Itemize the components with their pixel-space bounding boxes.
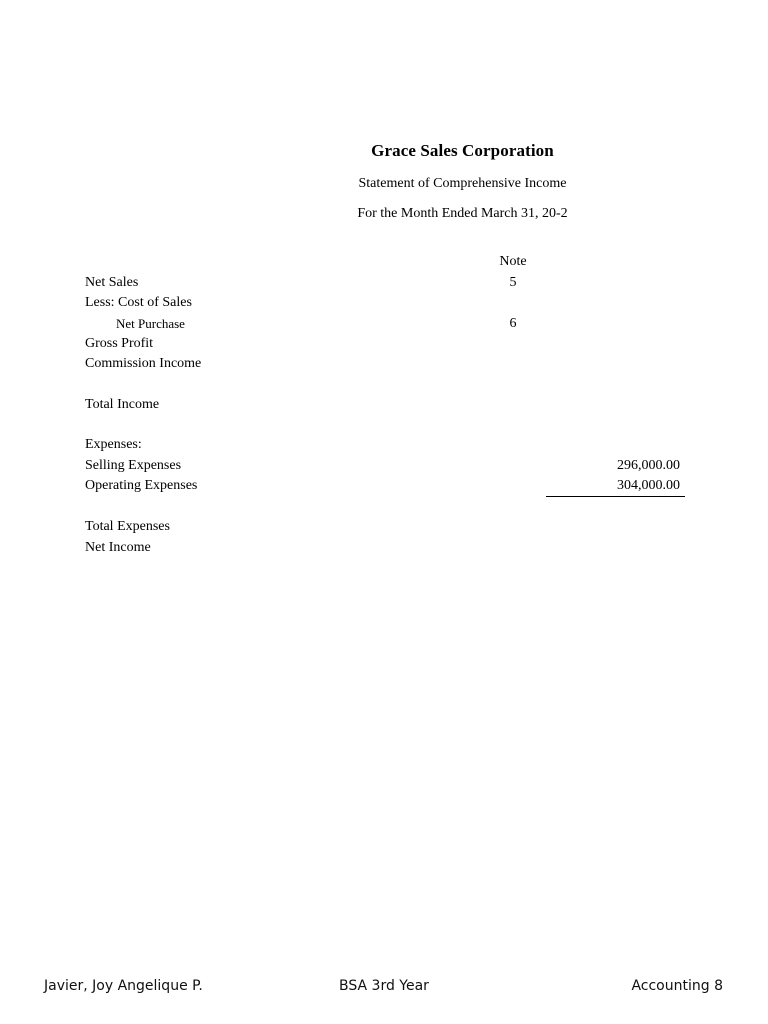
row-label-expenses-heading: Expenses: [85,437,142,452]
row-label-gross-profit: Gross Profit [85,336,154,351]
subtotal-underline [546,496,685,497]
row-note-net-sales: 5 [509,275,517,290]
note-column-header: Note [499,254,527,269]
statement-title: Statement of Comprehensive Income [358,176,567,191]
row-label-net-purchase: Net Purchase [116,316,185,331]
row-label-net-sales: Net Sales [85,275,139,290]
row-label-selling-expenses: Selling Expenses [85,458,182,473]
row-amount-selling-expenses: 296,000.00 [617,458,680,473]
row-label-net-income: Net Income [85,540,151,555]
row-note-net-purchase: 6 [509,316,517,331]
row-amount-operating-expenses: 304,000.00 [617,478,680,493]
row-label-total-expenses: Total Expenses [85,519,170,534]
row-label-cost-of-sales: Less: Cost of Sales [85,295,192,310]
company-title: Grace Sales Corporation [371,141,554,160]
footer-course: Accounting 8 [631,978,723,994]
row-label-total-income: Total Income [85,397,160,412]
footer-author: Javier, Joy Angelique P. [44,978,203,994]
row-label-commission-income: Commission Income [85,356,202,371]
footer-year-level: BSA 3rd Year [339,978,429,994]
statement-period: For the Month Ended March 31, 20-2 [357,206,568,221]
row-label-operating-expenses: Operating Expenses [85,478,198,493]
